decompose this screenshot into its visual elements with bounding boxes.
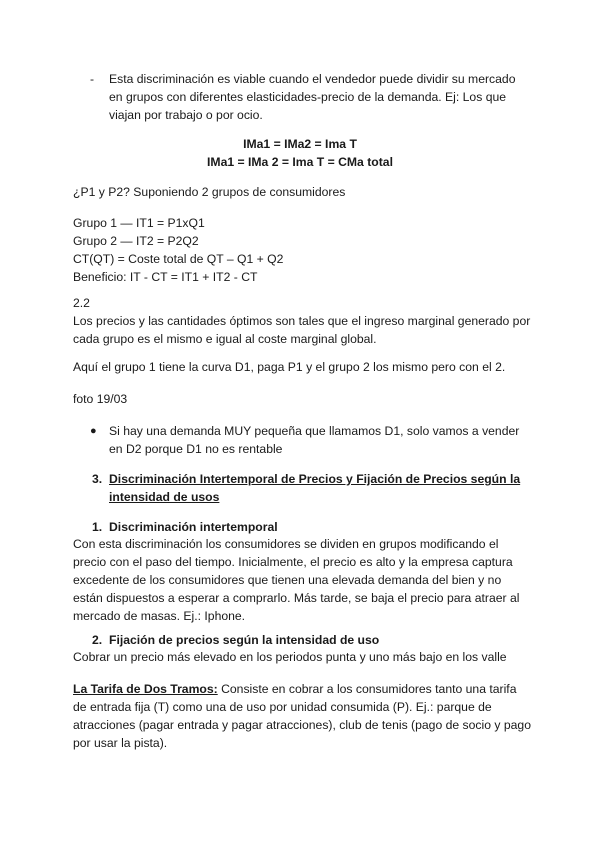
text-line: por usar la pista). [73, 736, 168, 750]
text-line: viajan por trabajo o por ocio. [109, 108, 263, 122]
dash-marker: - [90, 72, 95, 86]
foto-note: foto 19/03 [73, 392, 128, 406]
question-text: ¿P1 y P2? Suponiendo 2 grupos de consumidores [73, 185, 346, 199]
sub2-paragraph [73, 648, 543, 666]
section-label: 2.2 [73, 296, 90, 310]
group-line: Grupo 1 — IT1 = P1xQ1 [73, 216, 205, 230]
subheading-title: Discriminación intertemporal [109, 520, 278, 534]
text-line: Con esta discriminación los consumidores se dividen en grupos modificando el [73, 537, 499, 551]
text-line: mercado de masas. Ej.: Iphone. [73, 609, 246, 623]
tarifa-first-line: Consiste en cobrar a los consumidores tanto una tarifa [217, 682, 517, 696]
subheading-title: Fijación de precios según la intensidad de uso [109, 633, 380, 647]
text-line: excedente de los consumidores que tienen una elevada demanda del bien y no [73, 573, 502, 587]
subheading-number: 1. [92, 520, 103, 534]
text-line: atracciones (pagar entrada y pagar atracciones), club de tenis (pago de socio y pago [73, 718, 531, 732]
group-line: CT(QT) = Coste total de QT – Q1 + Q2 [73, 252, 284, 266]
tarifa-paragraph [73, 680, 543, 752]
heading-number: 3. [92, 472, 103, 486]
aqui-paragraph: Aquí el grupo 1 tiene la curva D1, paga P1 y el grupo 2 los mismo pero con el 2. [73, 360, 506, 374]
heading-line: Discriminación Intertemporal de Precios y Fijación de Precios según la [109, 472, 521, 486]
bullet-item-text [109, 422, 529, 458]
section-2-2 [73, 294, 543, 348]
subheading-number: 2. [92, 633, 103, 647]
text-line: Si hay una demanda MUY pequeña que llamamos D1, solo vamos a vender [109, 424, 520, 438]
sub1-paragraph [73, 535, 543, 625]
text-line: Esta discriminación es viable cuando el vendedor puede dividir su mercado [109, 72, 516, 86]
formula-line-2: IMa1 = IMa 2 = Ima T = CMa total [207, 155, 393, 169]
text-line: en D2 porque D1 no es rentable [109, 442, 283, 456]
text-line: cada grupo es el mismo e igual al coste marginal global. [73, 332, 377, 346]
text-line [73, 680, 543, 698]
groups-block [73, 214, 533, 286]
dash-item-text [109, 70, 529, 124]
heading-line: intensidad de usos [109, 490, 220, 504]
heading-text [109, 470, 529, 506]
tarifa-title: La Tarifa de Dos Tramos: [73, 682, 218, 696]
group-line: Beneficio: IT - CT = IT1 + IT2 - CT [73, 270, 258, 284]
text-line: en grupos con diferentes elasticidades-precio de la demanda. Ej: Los que [109, 90, 507, 104]
formula-line-1: IMa1 = IMa2 = Ima T [243, 137, 357, 151]
formula-block [0, 135, 600, 171]
text-line: precio con el paso del tiempo. Inicialmente, el precio es alto y la empresa captura [73, 555, 513, 569]
text-line: están dispuestos a esperar a comprarlo. Más tarde, se baja el precio para atraer al [73, 591, 520, 605]
text-line: Cobrar un precio más elevado en los periodos punta y uno más bajo en los valle [73, 650, 507, 664]
text-line: Los precios y las cantidades óptimos son tales que el ingreso marginal generado por [73, 314, 531, 328]
bullet-marker: ● [90, 425, 97, 437]
group-line: Grupo 2 — IT2 = P2Q2 [73, 234, 199, 248]
text-line: de entrada fija (T) como una de uso por unidad consumida (P). Ej.: parque de [73, 700, 492, 714]
